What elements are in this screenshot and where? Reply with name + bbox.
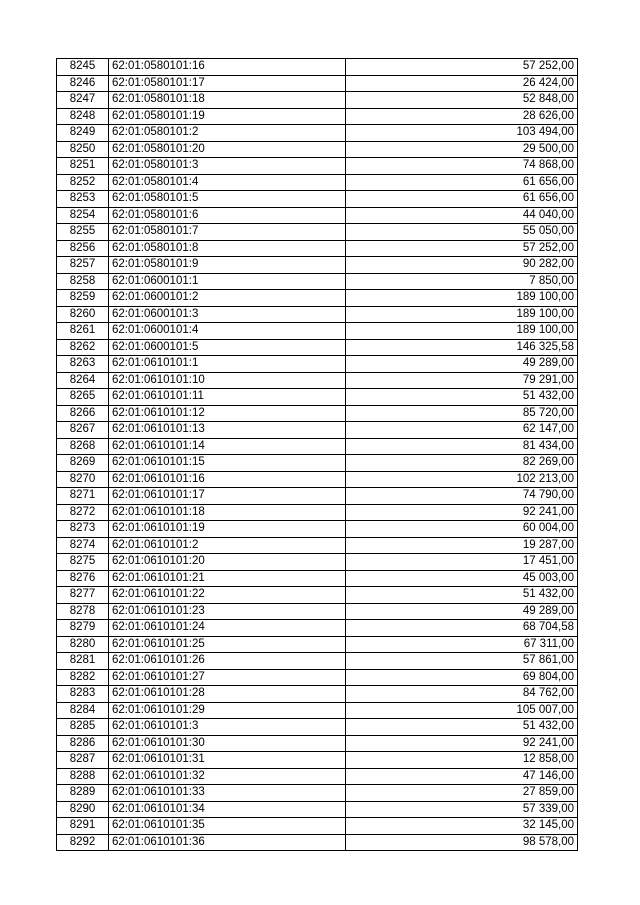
table-row	[57, 405, 578, 422]
value-cell: 51 432,00	[346, 719, 578, 736]
table-row	[57, 636, 578, 653]
value-cell: 79 291,00	[346, 372, 578, 389]
table-row	[57, 257, 578, 274]
value-cell: 82 269,00	[346, 455, 578, 472]
value-cell: 27 859,00	[346, 785, 578, 802]
row-number-cell: 8246	[57, 75, 109, 92]
table-row	[57, 669, 578, 686]
table-row	[57, 174, 578, 191]
value-cell: 146 325,58	[346, 339, 578, 356]
row-number-cell: 8288	[57, 768, 109, 785]
cadastral-number-cell: 62:01:0610101:36	[109, 834, 346, 851]
cadastral-number-cell: 62:01:0610101:3	[109, 719, 346, 736]
cadastral-number-cell: 62:01:0610101:29	[109, 702, 346, 719]
value-cell: 52 848,00	[346, 92, 578, 109]
row-number-cell: 8269	[57, 455, 109, 472]
value-cell: 7 850,00	[346, 273, 578, 290]
cadastral-number-cell: 62:01:0580101:5	[109, 191, 346, 208]
table-row	[57, 455, 578, 472]
cadastral-number-cell: 62:01:0610101:10	[109, 372, 346, 389]
value-cell: 189 100,00	[346, 290, 578, 307]
table-row	[57, 224, 578, 241]
row-number-cell: 8277	[57, 587, 109, 604]
table-row	[57, 356, 578, 373]
row-number-cell: 8289	[57, 785, 109, 802]
row-number-cell: 8285	[57, 719, 109, 736]
row-number-cell: 8262	[57, 339, 109, 356]
row-number-cell: 8292	[57, 834, 109, 851]
value-cell: 61 656,00	[346, 191, 578, 208]
row-number-cell: 8283	[57, 686, 109, 703]
row-number-cell: 8264	[57, 372, 109, 389]
table-row	[57, 108, 578, 125]
row-number-cell: 8257	[57, 257, 109, 274]
table-row	[57, 752, 578, 769]
cadastral-number-cell: 62:01:0580101:20	[109, 141, 346, 158]
row-number-cell: 8274	[57, 537, 109, 554]
table-row	[57, 273, 578, 290]
row-number-cell: 8266	[57, 405, 109, 422]
value-cell: 57 861,00	[346, 653, 578, 670]
table-row	[57, 240, 578, 257]
value-cell: 44 040,00	[346, 207, 578, 224]
cadastral-number-cell: 62:01:0580101:7	[109, 224, 346, 241]
cadastral-number-cell: 62:01:0610101:28	[109, 686, 346, 703]
value-cell: 57 252,00	[346, 240, 578, 257]
value-cell: 29 500,00	[346, 141, 578, 158]
cadastral-number-cell: 62:01:0610101:19	[109, 521, 346, 538]
row-number-cell: 8268	[57, 438, 109, 455]
cadastral-number-cell: 62:01:0610101:15	[109, 455, 346, 472]
table-row	[57, 207, 578, 224]
row-number-cell: 8280	[57, 636, 109, 653]
table-row	[57, 570, 578, 587]
row-number-cell: 8273	[57, 521, 109, 538]
cadastral-number-cell: 62:01:0610101:11	[109, 389, 346, 406]
row-number-cell: 8272	[57, 504, 109, 521]
cadastral-number-cell: 62:01:0610101:23	[109, 603, 346, 620]
data-table	[56, 58, 578, 851]
table-row	[57, 290, 578, 307]
cadastral-number-cell: 62:01:0610101:24	[109, 620, 346, 637]
value-cell: 28 626,00	[346, 108, 578, 125]
table-row	[57, 537, 578, 554]
row-number-cell: 8256	[57, 240, 109, 257]
table-row	[57, 554, 578, 571]
cadastral-number-cell: 62:01:0600101:1	[109, 273, 346, 290]
row-number-cell: 8271	[57, 488, 109, 505]
table-row	[57, 620, 578, 637]
cadastral-number-cell: 62:01:0600101:5	[109, 339, 346, 356]
table-row	[57, 59, 578, 76]
table-row	[57, 834, 578, 851]
value-cell: 98 578,00	[346, 834, 578, 851]
row-number-cell: 8278	[57, 603, 109, 620]
cadastral-number-cell: 62:01:0600101:2	[109, 290, 346, 307]
table-row	[57, 521, 578, 538]
table-row	[57, 801, 578, 818]
value-cell: 103 494,00	[346, 125, 578, 142]
row-number-cell: 8260	[57, 306, 109, 323]
value-cell: 49 289,00	[346, 356, 578, 373]
table-row	[57, 735, 578, 752]
row-number-cell: 8245	[57, 59, 109, 76]
cadastral-number-cell: 62:01:0610101:35	[109, 818, 346, 835]
cadastral-number-cell: 62:01:0580101:8	[109, 240, 346, 257]
row-number-cell: 8287	[57, 752, 109, 769]
table-row	[57, 488, 578, 505]
cadastral-number-cell: 62:01:0610101:17	[109, 488, 346, 505]
value-cell: 49 289,00	[346, 603, 578, 620]
table-row	[57, 306, 578, 323]
cadastral-number-cell: 62:01:0610101:18	[109, 504, 346, 521]
cadastral-number-cell: 62:01:0600101:4	[109, 323, 346, 340]
value-cell: 62 147,00	[346, 422, 578, 439]
cadastral-number-cell: 62:01:0580101:18	[109, 92, 346, 109]
value-cell: 189 100,00	[346, 323, 578, 340]
cadastral-number-cell: 62:01:0610101:26	[109, 653, 346, 670]
cadastral-number-cell: 62:01:0610101:13	[109, 422, 346, 439]
cadastral-number-cell: 62:01:0610101:21	[109, 570, 346, 587]
cadastral-number-cell: 62:01:0610101:33	[109, 785, 346, 802]
row-number-cell: 8281	[57, 653, 109, 670]
table-row	[57, 141, 578, 158]
row-number-cell: 8261	[57, 323, 109, 340]
table-row	[57, 92, 578, 109]
value-cell: 55 050,00	[346, 224, 578, 241]
row-number-cell: 8250	[57, 141, 109, 158]
cadastral-number-cell: 62:01:0610101:16	[109, 471, 346, 488]
cadastral-number-cell: 62:01:0610101:30	[109, 735, 346, 752]
row-number-cell: 8276	[57, 570, 109, 587]
row-number-cell: 8247	[57, 92, 109, 109]
value-cell: 17 451,00	[346, 554, 578, 571]
table-row	[57, 471, 578, 488]
value-cell: 102 213,00	[346, 471, 578, 488]
table-row	[57, 587, 578, 604]
table-row	[57, 158, 578, 175]
cadastral-number-cell: 62:01:0610101:12	[109, 405, 346, 422]
row-number-cell: 8275	[57, 554, 109, 571]
table-row	[57, 191, 578, 208]
cadastral-number-cell: 62:01:0610101:2	[109, 537, 346, 554]
table-body	[57, 59, 578, 851]
row-number-cell: 8249	[57, 125, 109, 142]
cadastral-number-cell: 62:01:0610101:32	[109, 768, 346, 785]
value-cell: 57 339,00	[346, 801, 578, 818]
row-number-cell: 8291	[57, 818, 109, 835]
table-row	[57, 719, 578, 736]
value-cell: 26 424,00	[346, 75, 578, 92]
cadastral-number-cell: 62:01:0580101:16	[109, 59, 346, 76]
cadastral-number-cell: 62:01:0610101:20	[109, 554, 346, 571]
cadastral-number-cell: 62:01:0610101:27	[109, 669, 346, 686]
table-row	[57, 339, 578, 356]
value-cell: 32 145,00	[346, 818, 578, 835]
row-number-cell: 8279	[57, 620, 109, 637]
table-row	[57, 323, 578, 340]
row-number-cell: 8252	[57, 174, 109, 191]
document-page	[56, 58, 578, 851]
cadastral-number-cell: 62:01:0580101:19	[109, 108, 346, 125]
value-cell: 189 100,00	[346, 306, 578, 323]
cadastral-number-cell: 62:01:0610101:25	[109, 636, 346, 653]
row-number-cell: 8265	[57, 389, 109, 406]
cadastral-number-cell: 62:01:0580101:3	[109, 158, 346, 175]
row-number-cell: 8254	[57, 207, 109, 224]
table-row	[57, 372, 578, 389]
table-row	[57, 818, 578, 835]
value-cell: 19 287,00	[346, 537, 578, 554]
cadastral-number-cell: 62:01:0580101:2	[109, 125, 346, 142]
row-number-cell: 8253	[57, 191, 109, 208]
row-number-cell: 8284	[57, 702, 109, 719]
cadastral-number-cell: 62:01:0580101:9	[109, 257, 346, 274]
value-cell: 51 432,00	[346, 587, 578, 604]
table-row	[57, 75, 578, 92]
value-cell: 47 146,00	[346, 768, 578, 785]
cadastral-number-cell: 62:01:0610101:34	[109, 801, 346, 818]
cadastral-number-cell: 62:01:0610101:1	[109, 356, 346, 373]
value-cell: 81 434,00	[346, 438, 578, 455]
value-cell: 69 804,00	[346, 669, 578, 686]
table-row	[57, 125, 578, 142]
value-cell: 85 720,00	[346, 405, 578, 422]
table-row	[57, 422, 578, 439]
table-row	[57, 686, 578, 703]
value-cell: 67 311,00	[346, 636, 578, 653]
table-row	[57, 438, 578, 455]
value-cell: 92 241,00	[346, 735, 578, 752]
value-cell: 51 432,00	[346, 389, 578, 406]
value-cell: 90 282,00	[346, 257, 578, 274]
table-row	[57, 768, 578, 785]
cadastral-number-cell: 62:01:0580101:6	[109, 207, 346, 224]
row-number-cell: 8286	[57, 735, 109, 752]
value-cell: 74 868,00	[346, 158, 578, 175]
value-cell: 61 656,00	[346, 174, 578, 191]
value-cell: 74 790,00	[346, 488, 578, 505]
row-number-cell: 8259	[57, 290, 109, 307]
cadastral-number-cell: 62:01:0610101:22	[109, 587, 346, 604]
value-cell: 57 252,00	[346, 59, 578, 76]
row-number-cell: 8263	[57, 356, 109, 373]
table-row	[57, 603, 578, 620]
row-number-cell: 8248	[57, 108, 109, 125]
table-row	[57, 389, 578, 406]
row-number-cell: 8267	[57, 422, 109, 439]
cadastral-number-cell: 62:01:0580101:4	[109, 174, 346, 191]
row-number-cell: 8258	[57, 273, 109, 290]
row-number-cell: 8282	[57, 669, 109, 686]
table-row	[57, 702, 578, 719]
row-number-cell: 8251	[57, 158, 109, 175]
row-number-cell: 8255	[57, 224, 109, 241]
value-cell: 84 762,00	[346, 686, 578, 703]
table-row	[57, 504, 578, 521]
cadastral-number-cell: 62:01:0600101:3	[109, 306, 346, 323]
cadastral-number-cell: 62:01:0610101:31	[109, 752, 346, 769]
value-cell: 45 003,00	[346, 570, 578, 587]
value-cell: 92 241,00	[346, 504, 578, 521]
table-row	[57, 785, 578, 802]
cadastral-number-cell: 62:01:0610101:14	[109, 438, 346, 455]
row-number-cell: 8290	[57, 801, 109, 818]
value-cell: 105 007,00	[346, 702, 578, 719]
row-number-cell: 8270	[57, 471, 109, 488]
table-row	[57, 653, 578, 670]
cadastral-number-cell: 62:01:0580101:17	[109, 75, 346, 92]
value-cell: 12 858,00	[346, 752, 578, 769]
value-cell: 68 704,58	[346, 620, 578, 637]
value-cell: 60 004,00	[346, 521, 578, 538]
